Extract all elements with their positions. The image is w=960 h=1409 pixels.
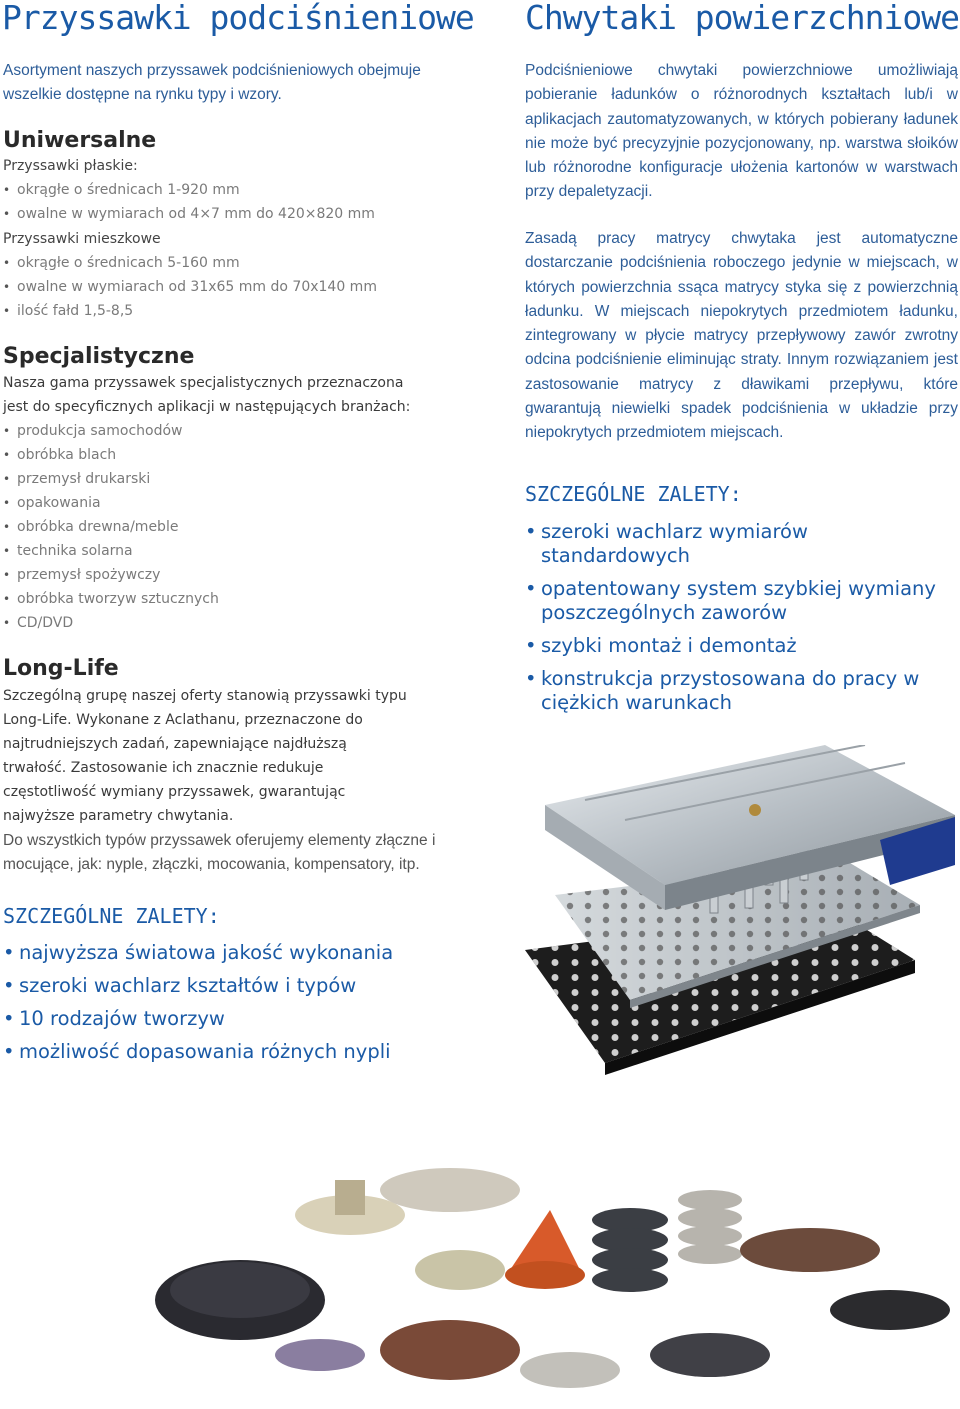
special-text: Nasza gama przyssawek specjalistycznych przeznaczona jest do specyficznych aplikacji w następujących branżach: <box>3 375 411 415</box>
advantage-item: • opatentowany system szybkiej wymiany poszczególnych zaworów <box>525 577 955 625</box>
special-list <box>3 419 219 635</box>
list-item: • owalne w wymiarach od 31x65 mm do 70x140 mm <box>3 275 377 299</box>
right-advantages-list <box>525 520 955 724</box>
list-item: • obróbka tworzyw sztucznych <box>3 587 219 611</box>
list-item: • przemysł drukarski <box>3 467 219 491</box>
suction-cups-image <box>150 1100 960 1405</box>
left-advantages-heading: SZCZEGÓLNE ZALETY: <box>3 904 220 928</box>
advantage-item: • 10 rodzajów tworzyw <box>3 1007 463 1031</box>
heading-universal: Uniwersalne <box>3 128 157 153</box>
list-item: • CD/DVD <box>3 611 219 635</box>
advantage-item: • szeroki wachlarz wymiarów standardowych <box>525 520 955 568</box>
area-gripper-image <box>525 745 960 1075</box>
list-item: • obróbka drewna/meble <box>3 515 219 539</box>
advantage-item: • szeroki wachlarz kształtów i typów <box>3 974 463 998</box>
advantage-item: • konstrukcja przystosowana do pracy w ciężkich warunkach <box>525 667 955 715</box>
intro-text: Asortyment naszych przyssawek podciśnieniowych obejmuje wszelkie dostępne na rynku typy i wzory. <box>3 62 421 103</box>
bellows-label: Przyssawki mieszkowe <box>3 231 161 247</box>
right-paragraph-1: Podciśnieniowe chwytaki powierzchniowe umożliwiają pobieranie ładunków o różnorodnych kształtach lub/i w aplikacjach zautomatyzowanych, w których pobierany ładunek nie może być precyzyjnie pozycjonowany, np. warstwa słoików lub różnorodne konfiguracje ułożenia kartonów w warstwach przy depaletyzacji. <box>525 62 958 201</box>
right-paragraph-2: Zasadą pracy matrycy chwytaka jest automatyczne dostarczanie podciśnienia roboczego jedynie w miejscach, w których powierzchnia ssąca matrycy styka się z powierzchnią ładunku. W miejscach niepokrytych przedmiotem ładunku, zintegrowany w płycie matrycy przepływowy zawór zwrotny odcina podciśnienie eliminując straty. Innym rozwiązaniem jest zastosowanie matrycy z dławikami przepływu, które gwarantują niewielki spadek podciśnienia w układzie przy niepokrytych przedmiotem miejscach. <box>525 230 958 442</box>
page-title-left: Przyssawki podciśnieniowe <box>2 0 474 37</box>
flat-label: Przyssawki płaskie: <box>3 158 138 174</box>
list-item: • technika solarna <box>3 539 219 563</box>
gripper-illustration <box>525 745 960 1075</box>
advantage-item: • najwyższa światowa jakość wykonania <box>3 941 463 965</box>
list-item: • przemysł spożywczy <box>3 563 219 587</box>
advantage-item: • szybki montaż i demontaż <box>525 634 955 658</box>
bellows-list <box>3 251 377 323</box>
heading-longlife: Long-Life <box>3 656 119 681</box>
heading-special: Specjalistyczne <box>3 344 195 369</box>
right-advantages-heading: SZCZEGÓLNE ZALETY: <box>525 482 742 506</box>
longlife-text: Szczególną grupę naszej oferty stanowią przyssawki typu Long-Life. Wykonane z Aclathanu, przeznaczone do najtrudniejszych zadań, zapewniające najdłuższą trwałość. Zastosowanie ich znacznie redukuje częstotliwość wymiany przyssawek, gwarantując najwyższe parametry chwytania. <box>3 688 407 824</box>
list-item: • okrągłe o średnicach 5-160 mm <box>3 251 377 275</box>
list-item: • okrągłe o średnicach 1-920 mm <box>3 178 375 202</box>
advantage-item: • możliwość dopasowania różnych nypli <box>3 1040 463 1064</box>
list-item: • opakowania <box>3 491 219 515</box>
suction-cups-illustration <box>150 1100 960 1405</box>
list-item: • produkcja samochodów <box>3 419 219 443</box>
left-advantages-list <box>3 941 463 1073</box>
flat-list <box>3 178 375 226</box>
list-item: • ilość fałd 1,5-8,5 <box>3 299 377 323</box>
list-item: • obróbka blach <box>3 443 219 467</box>
page-title-right: Chwytaki powierzchniowe <box>525 0 959 37</box>
fittings-note: Do wszystkich typów przyssawek oferujemy elementy złączne i mocujące, jak: nyple, złączki, mocowania, kompensatory, itp. <box>3 832 436 873</box>
list-item: • owalne w wymiarach od 4×7 mm do 420×820 mm <box>3 202 375 226</box>
